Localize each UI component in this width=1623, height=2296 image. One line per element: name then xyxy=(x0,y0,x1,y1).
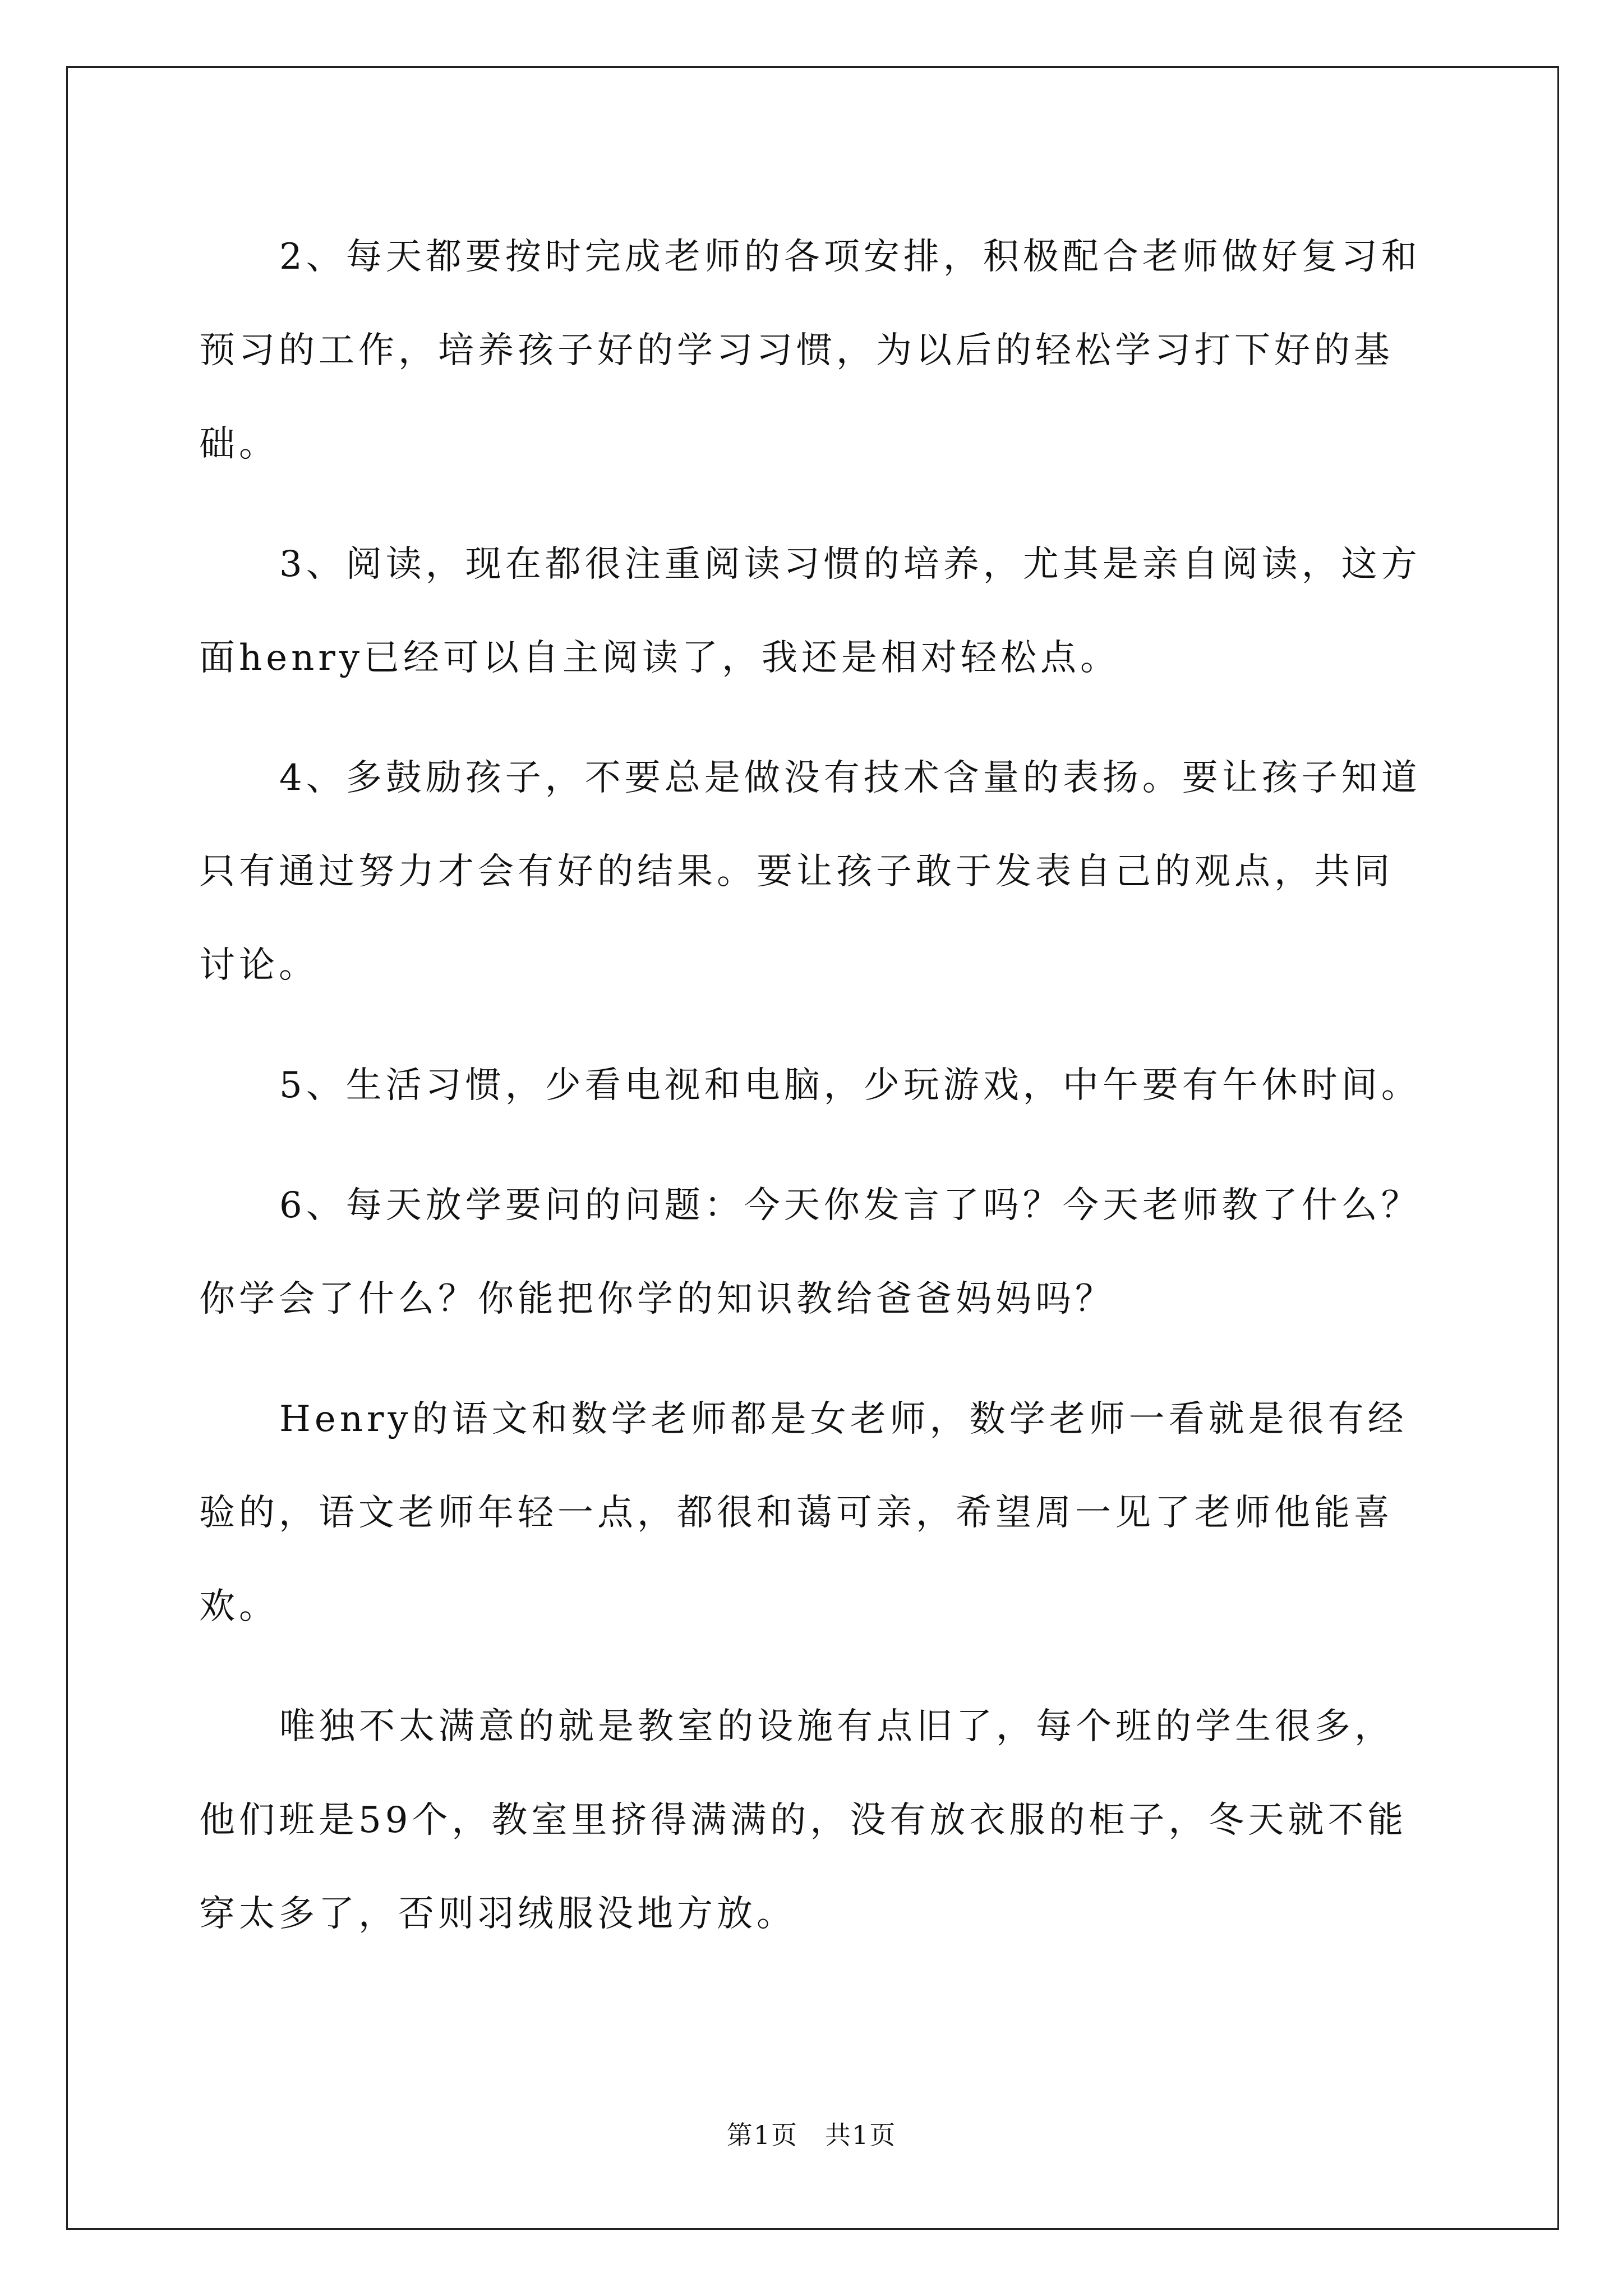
paragraph-item-5: 5、生活习惯，少看电视和电脑，少玩游戏，中午要有午休时间。 xyxy=(279,1065,1421,1106)
paragraph-item-3: 3、阅读，现在都很注重阅读习惯的培养，尤其是亲自阅读，这方面henry已经可以自主阅读了，我还是相对轻松点。 xyxy=(199,544,1421,679)
document-body xyxy=(199,210,1433,1987)
paragraph-item-4: 4、多鼓励孩子，不要总是做没有技术含量的表扬。要让孩子知道只有通过努力才会有好的结果。要让孩子敢于发表自己的观点，共同讨论。 xyxy=(199,757,1421,986)
paragraph-classroom: 唯独不太满意的就是教室的设施有点旧了，每个班的学生很多，他们班是59个，教室里挤得满满的，没有放衣服的柜子，冬天就不能穿太多了，否则羽绒服没地方放。 xyxy=(199,1706,1408,1935)
page-number: 第1页 xyxy=(726,2120,798,2150)
page-footer xyxy=(0,2115,1623,2152)
paragraph-item-6: 6、每天放学要问的问题：今天你发言了吗？今天老师教了什么？你学会了什么？你能把你学的知识教给爸爸妈妈吗？ xyxy=(199,1185,1421,1320)
page-total: 共1页 xyxy=(825,2120,897,2150)
paragraph-item-2: 2、每天都要按时完成老师的各项安排，积极配合老师做好复习和预习的工作，培养孩子好的学习习惯，为以后的轻松学习打下好的基础。 xyxy=(199,236,1421,465)
paragraph-teachers: Henry的语文和数学老师都是女老师，数学老师一看就是很有经验的，语文老师年轻一点，都很和蔼可亲，希望周一见了老师他能喜欢。 xyxy=(199,1398,1408,1627)
